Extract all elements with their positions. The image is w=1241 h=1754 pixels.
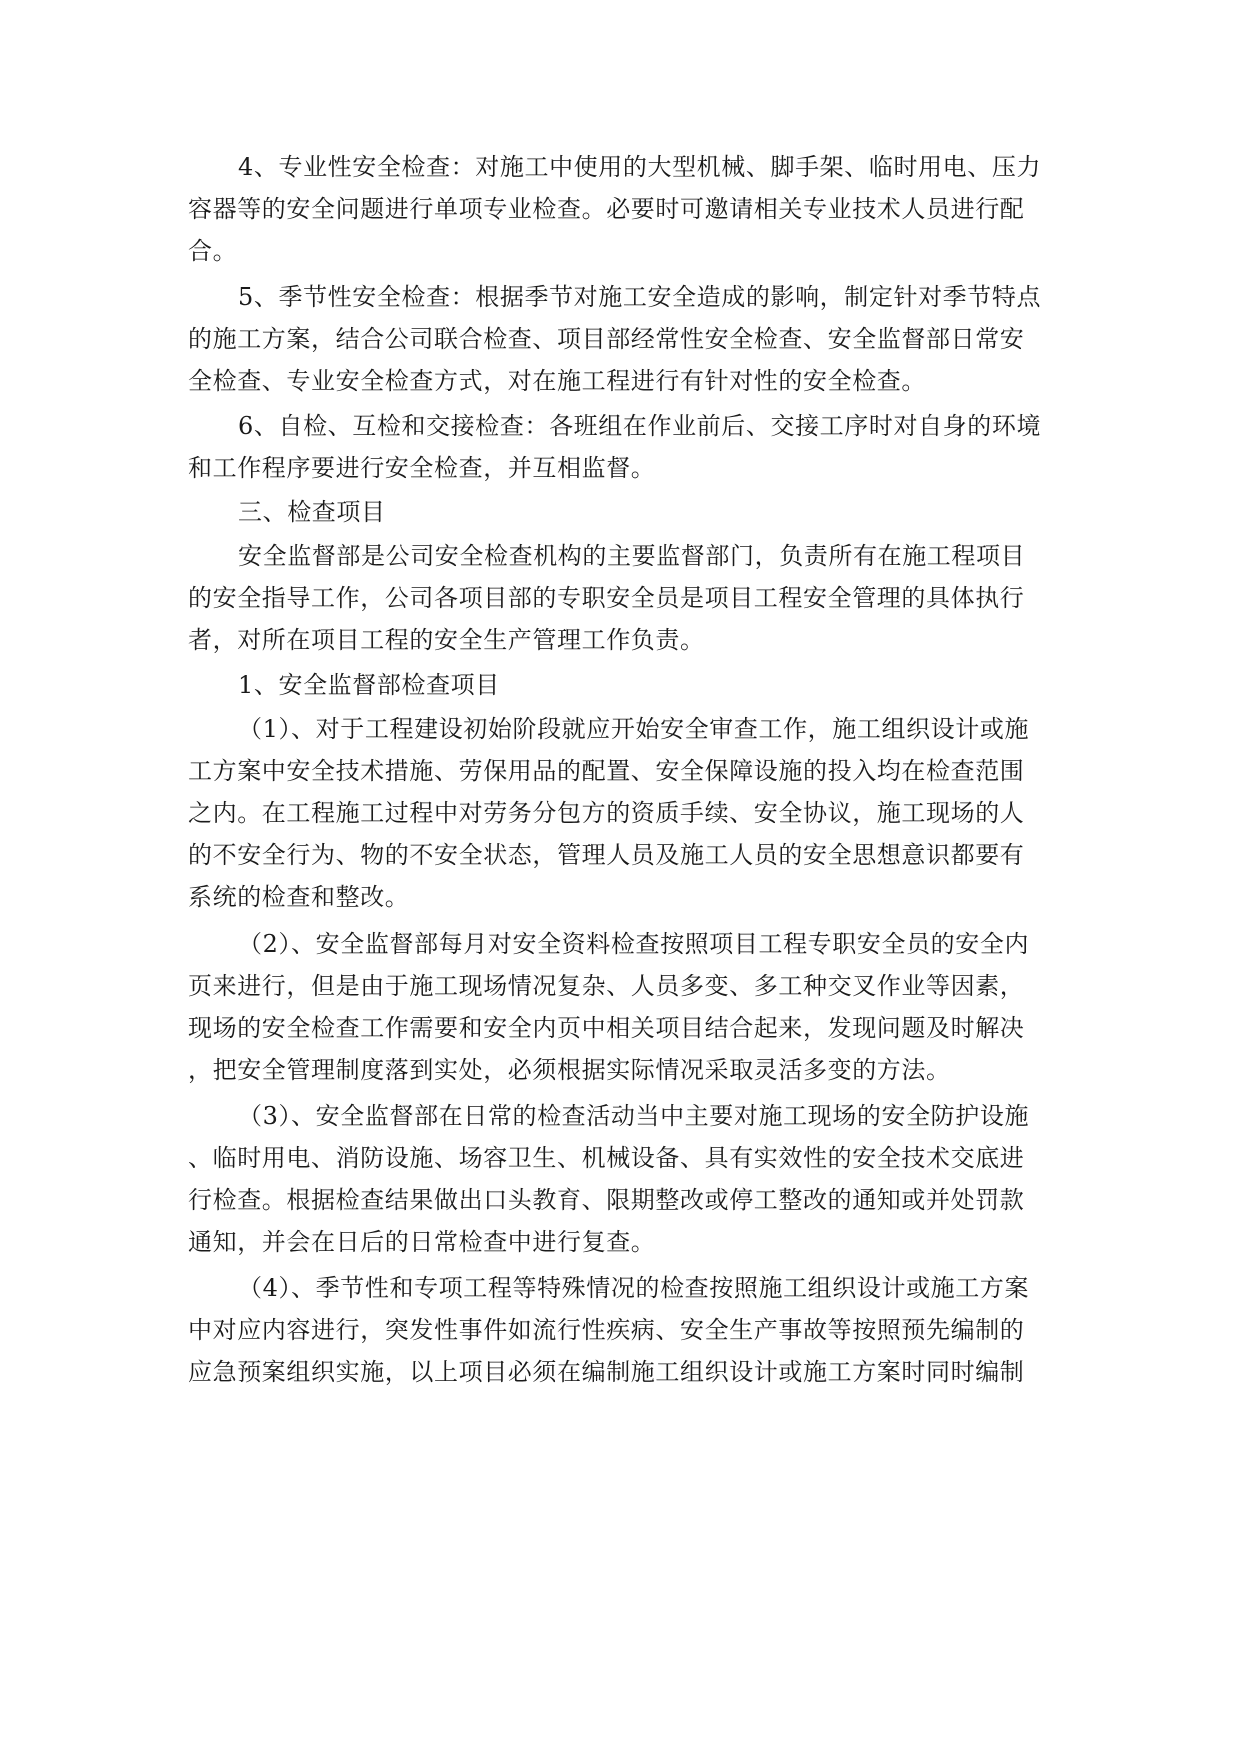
text-line: 和工作程序要进行安全检查，并互相监督。 bbox=[188, 454, 656, 482]
text-line: 容器等的安全问题进行单项专业检查。必要时可邀请相关专业技术人员进行配 bbox=[188, 195, 1025, 223]
text-line: 者，对所在项目工程的安全生产管理工作负责。 bbox=[188, 626, 705, 654]
text-line: （1）、对于工程建设初始阶段就应开始安全审查工作，施工组织设计或施 bbox=[238, 715, 1030, 743]
text-line: 的不安全行为、物的不安全状态，管理人员及施工人员的安全思想意识都要有 bbox=[188, 841, 1025, 869]
text-line: 合。 bbox=[188, 237, 238, 265]
text-line: 6、自检、互检和交接检查：各班组在作业前后、交接工序时对自身的环境 bbox=[238, 412, 1042, 440]
text-line: 、临时用电、消防设施、场容卫生、机械设备、具有实效性的安全技术交底进 bbox=[188, 1144, 1025, 1172]
text-line: 行检查。根据检查结果做出口头教育、限期整改或停工整改的通知或并处罚款 bbox=[188, 1186, 1025, 1214]
text-line: 中对应内容进行，突发性事件如流行性疾病、安全生产事故等按照预先编制的 bbox=[188, 1316, 1025, 1344]
text-line: 4、专业性安全检查：对施工中使用的大型机械、脚手架、临时用电、压力 bbox=[238, 153, 1042, 181]
subsection-heading: 1、安全监督部检查项目 bbox=[238, 671, 500, 699]
text-line: 现场的安全检查工作需要和安全内页中相关项目结合起来，发现问题及时解决 bbox=[188, 1014, 1025, 1042]
text-line: （3）、安全监督部在日常的检查活动当中主要对施工现场的安全防护设施 bbox=[238, 1102, 1030, 1130]
text-line: （4）、季节性和专项工程等特殊情况的检查按照施工组织设计或施工方案 bbox=[238, 1274, 1030, 1302]
text-line: 安全监督部是公司安全检查机构的主要监督部门，负责所有在施工程项目 bbox=[238, 542, 1026, 570]
text-line: 全检查、专业安全检查方式，对在施工程进行有针对性的安全检查。 bbox=[188, 367, 926, 395]
text-line: 的安全指导工作，公司各项目部的专职安全员是项目工程安全管理的具体执行 bbox=[188, 584, 1025, 612]
text-line: 通知，并会在日后的日常检查中进行复查。 bbox=[188, 1228, 656, 1256]
text-line: 应急预案组织实施，以上项目必须在编制施工组织设计或施工方案时同时编制 bbox=[188, 1358, 1025, 1386]
text-line: 的施工方案，结合公司联合检查、项目部经常性安全检查、安全监督部日常安 bbox=[188, 325, 1025, 353]
section-heading: 三、检查项目 bbox=[238, 498, 386, 526]
text-line: 5、季节性安全检查：根据季节对施工安全造成的影响，制定针对季节特点 bbox=[238, 283, 1042, 311]
text-line: 系统的检查和整改。 bbox=[188, 883, 410, 911]
text-line: （2）、安全监督部每月对安全资料检查按照项目工程专职安全员的安全内 bbox=[238, 930, 1030, 958]
text-line: 页来进行，但是由于施工现场情况复杂、人员多变、多工种交叉作业等因素， bbox=[188, 972, 1025, 1000]
text-line: ，把安全管理制度落到实处，必须根据实际情况采取灵活多变的方法。 bbox=[188, 1056, 951, 1084]
text-line: 工方案中安全技术措施、劳保用品的配置、安全保障设施的投入均在检查范围 bbox=[188, 757, 1025, 785]
text-line: 之内。在工程施工过程中对劳务分包方的资质手续、安全协议，施工现场的人 bbox=[188, 799, 1025, 827]
